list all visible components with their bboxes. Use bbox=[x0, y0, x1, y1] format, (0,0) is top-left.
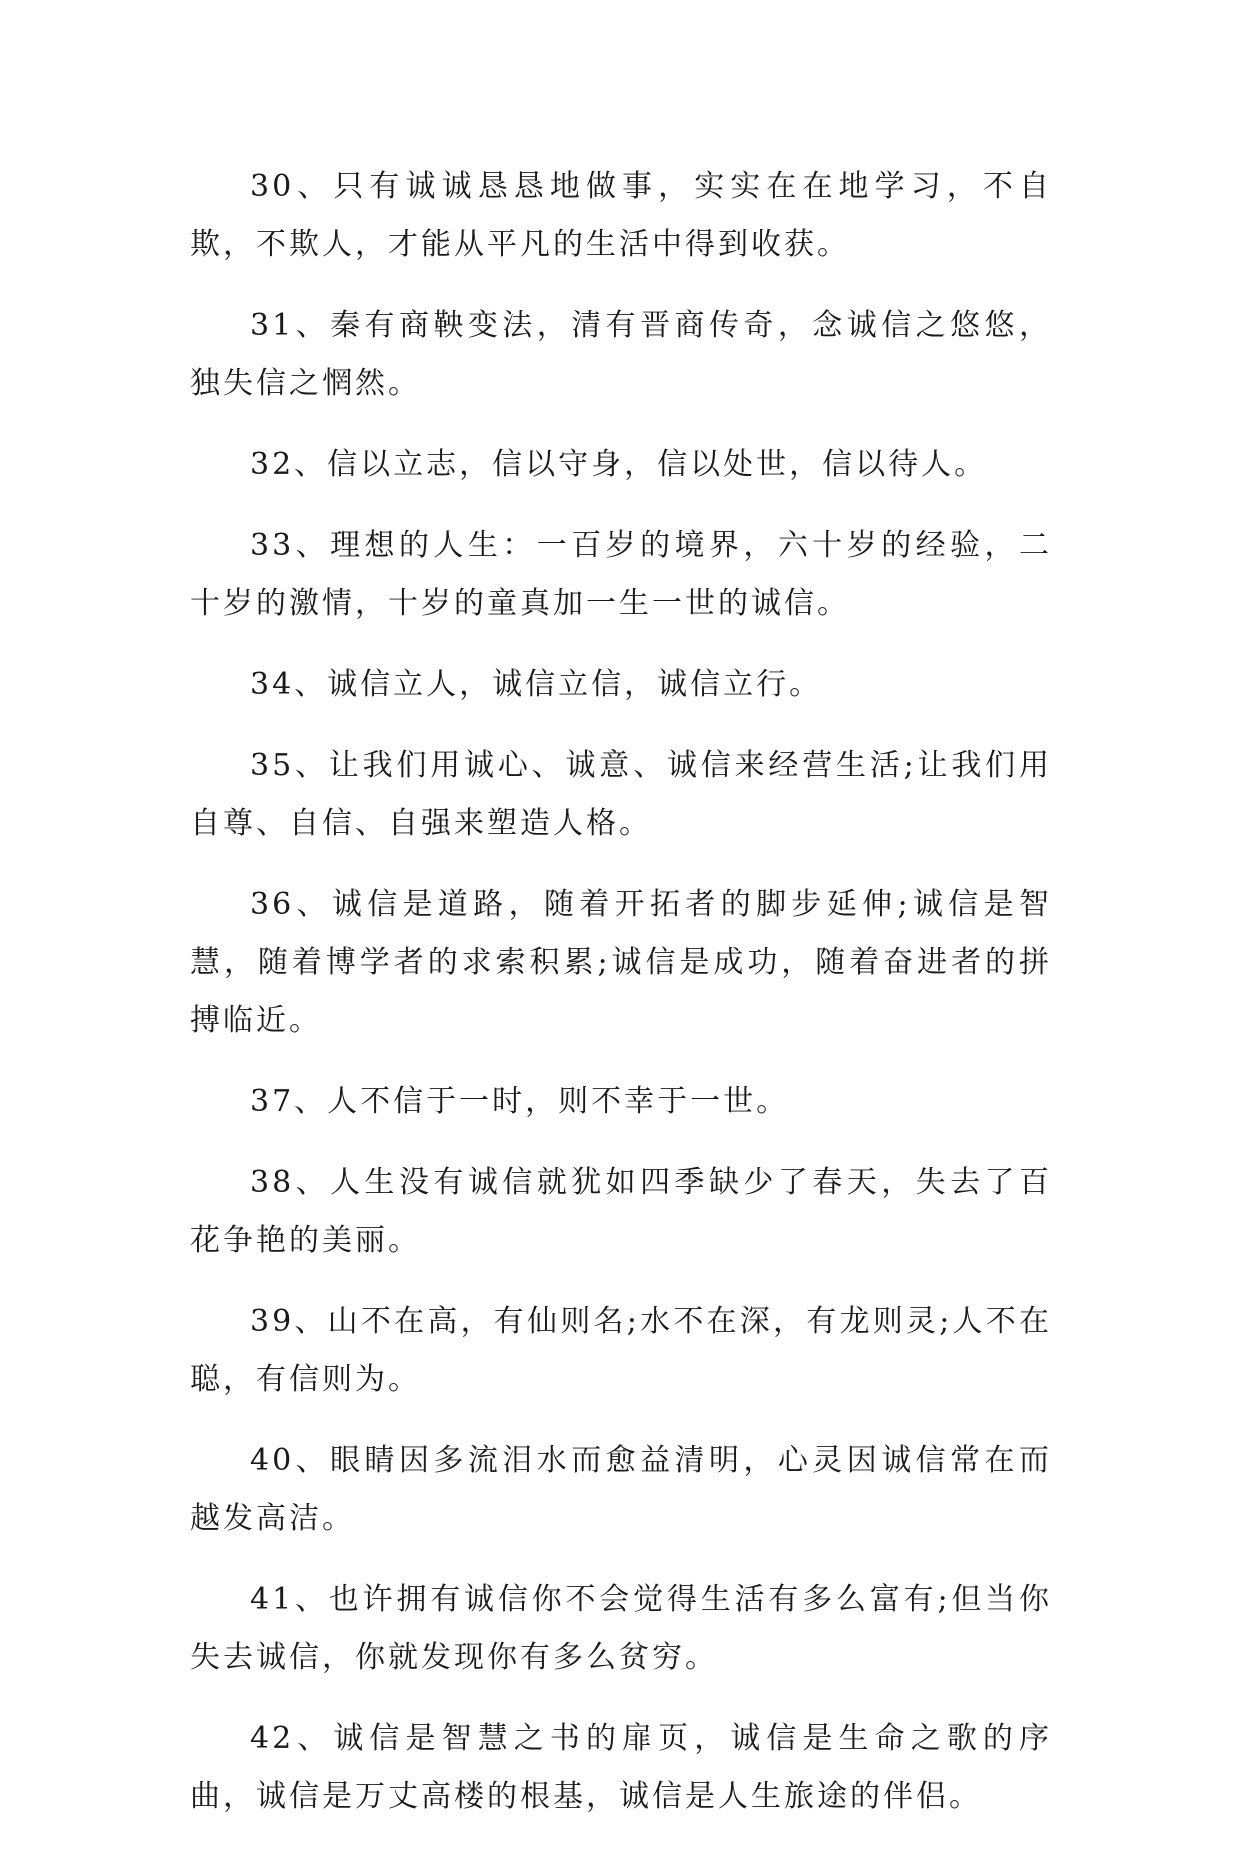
quote-paragraph-34: 34、诚信立人，诚信立信，诚信立行。 bbox=[250, 667, 823, 702]
quote-paragraph-33: 33、理想的人生：一百岁的境界，六十岁的经验，二十岁的激情，十岁的童真加一生一世的诚信。 bbox=[190, 528, 1052, 621]
quote-paragraph-40: 40、眼睛因多流泪水而愈益清明，心灵因诚信常在而越发高洁。 bbox=[190, 1443, 1052, 1536]
document-body bbox=[190, 158, 1052, 1849]
quote-paragraph-39: 39、山不在高，有仙则名;水不在深，有龙则灵;人不在聪，有信则为。 bbox=[190, 1304, 1052, 1397]
quote-paragraph-42: 42、诚信是智慧之书的扉页，诚信是生命之歌的序曲，诚信是万丈高楼的根基，诚信是人生旅途的伴侣。 bbox=[190, 1721, 1052, 1814]
quote-paragraph-41: 41、也许拥有诚信你不会觉得生活有多么富有;但当你失去诚信，你就发现你有多么贫穷。 bbox=[190, 1582, 1052, 1675]
quote-paragraph-30: 30、只有诚诚恳恳地做事，实实在在地学习，不自欺，不欺人，才能从平凡的生活中得到收获。 bbox=[190, 169, 1052, 262]
quote-paragraph-37: 37、人不信于一时，则不幸于一世。 bbox=[250, 1084, 790, 1119]
quote-paragraph-35: 35、让我们用诚心、诚意、诚信来经营生活;让我们用自尊、自信、自强来塑造人格。 bbox=[190, 748, 1052, 841]
quote-paragraph-32: 32、信以立志，信以守身，信以处世，信以待人。 bbox=[250, 447, 988, 482]
quote-paragraph-36: 36、诚信是道路，随着开拓者的脚步延伸;诚信是智慧，随着博学者的求索积累;诚信是成功，随着奋进者的拼搏临近。 bbox=[190, 887, 1052, 1038]
quote-paragraph-31: 31、秦有商鞅变法，清有晋商传奇，念诚信之悠悠，独失信之惘然。 bbox=[190, 308, 1052, 401]
quote-paragraph-38: 38、人生没有诚信就犹如四季缺少了春天，失去了百花争艳的美丽。 bbox=[190, 1165, 1052, 1258]
